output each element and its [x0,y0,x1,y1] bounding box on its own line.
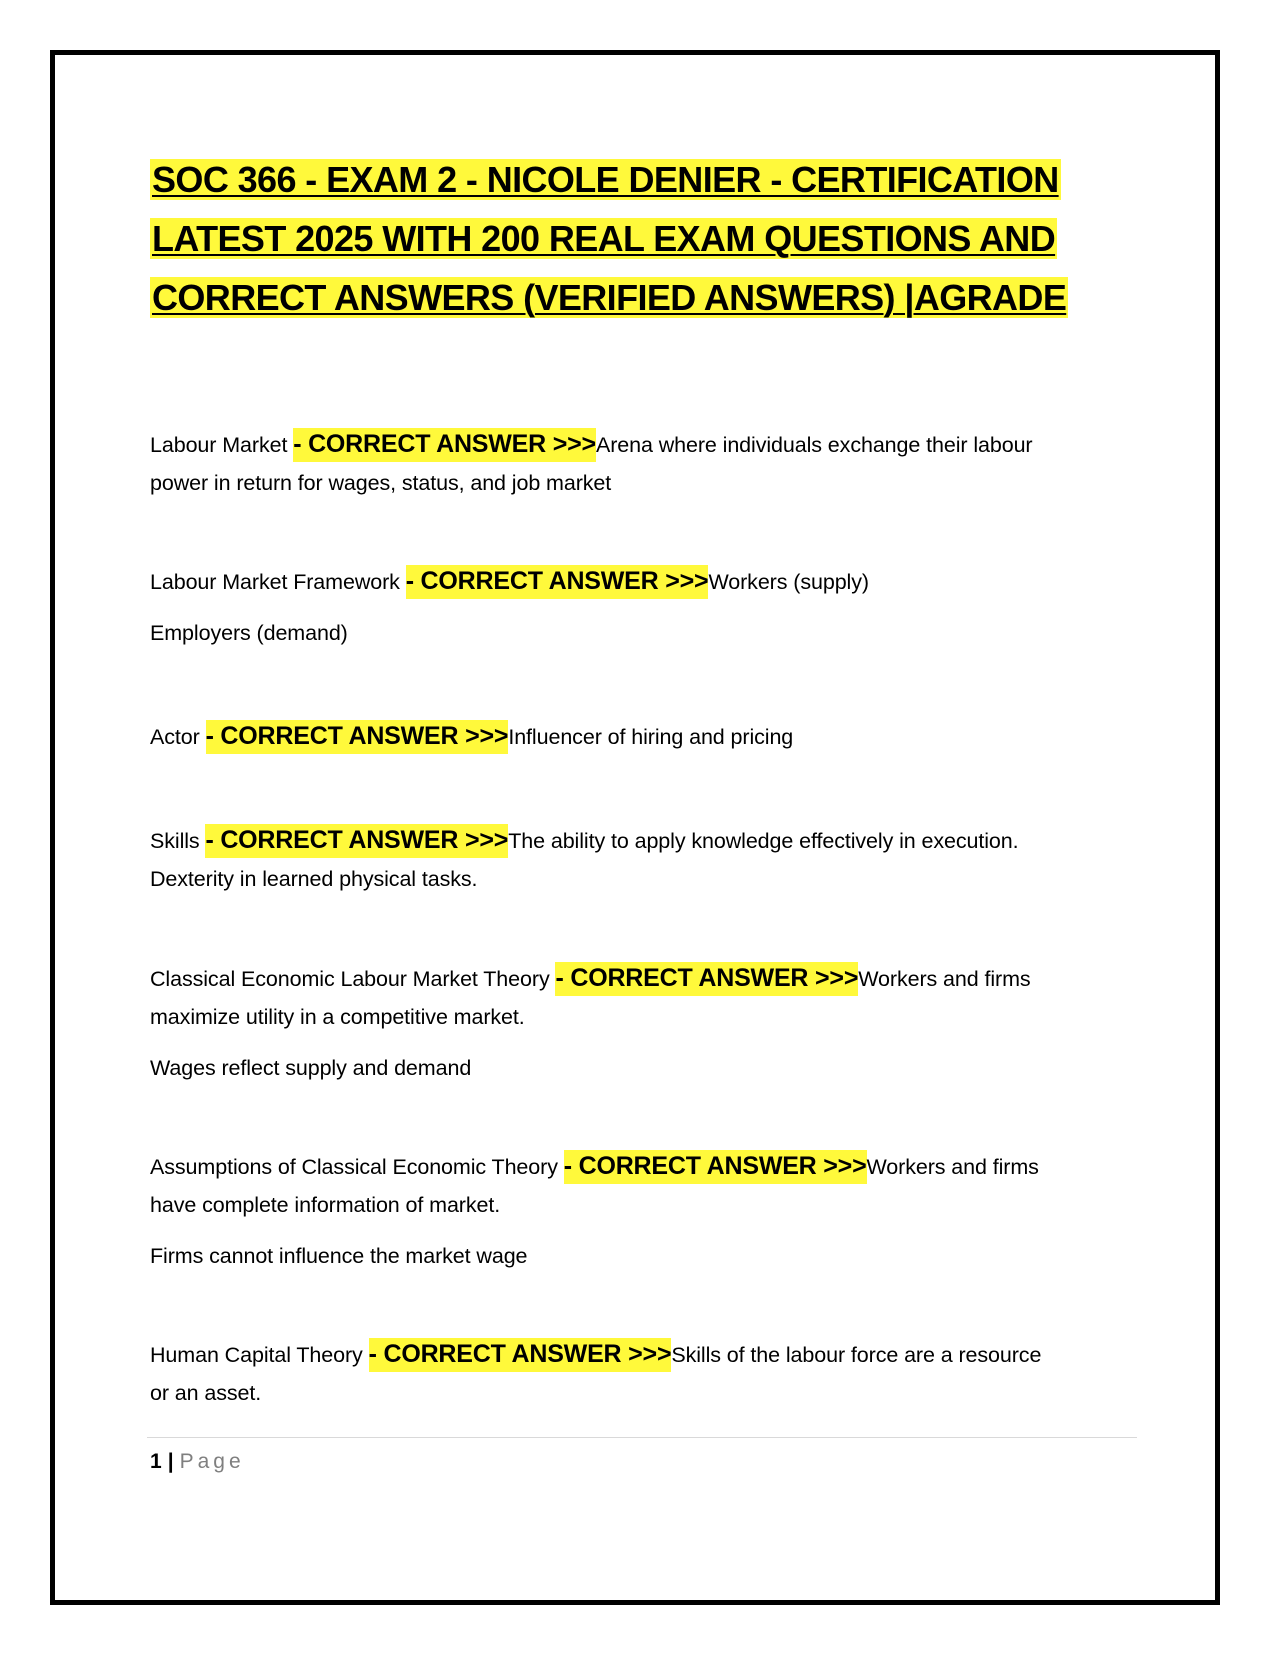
entry-first-line [150,1335,1110,1374]
entry-answer-continuation: have complete information of market. [150,1193,501,1217]
entry-answer-continuation: or an asset. [150,1381,262,1405]
page-label: Page [179,1450,245,1473]
entry-term: Skills [150,829,206,853]
entry-term: Labour Market [150,433,294,457]
page-frame [50,50,1220,1605]
entry-term: Labour Market Framework [150,570,406,594]
entry-answer: Workers and firms [858,967,1031,991]
entry-term: Classical Economic Labour Market Theory [150,967,556,991]
footer-divider [147,1437,1137,1438]
entry-answer: The ability to apply knowledge effectively in execution. [508,829,1019,853]
entry-first-line [150,1147,1110,1186]
entry-answer-continuation: maximize utility in a competitive market. [150,1005,525,1029]
entry-term: Actor [150,725,206,749]
entry-answer: Workers (supply) [708,570,869,594]
entry-term: Human Capital Theory [150,1343,369,1367]
footer-separator: | [167,1450,174,1473]
correct-answer-tag: - CORRECT ANSWER >>> [564,1150,867,1184]
entry-first-line [150,425,1110,464]
page-footer [150,1447,245,1477]
entry-term: Assumptions of Classical Economic Theory [150,1155,564,1179]
entry-assumptions-classical-theory [150,1147,1110,1275]
correct-answer-tag: - CORRECT ANSWER >>> [369,1338,672,1372]
entry-first-line [150,562,1110,601]
entry-actor [150,717,1110,756]
entry-answer: Skills of the labour force are a resource [671,1343,1042,1367]
page-number: 1 [150,1450,162,1473]
entry-extra-line: Wages reflect supply and demand [150,1056,472,1080]
correct-answer-tag: - CORRECT ANSWER >>> [205,824,508,858]
entry-first-line [150,821,1110,860]
correct-answer-tag: - CORRECT ANSWER >>> [206,720,509,754]
entry-first-line [150,717,1110,756]
entry-first-line [150,959,1110,998]
entry-extra-line: Employers (demand) [150,621,348,645]
entry-human-capital-theory [150,1335,1110,1412]
entry-answer: Influencer of hiring and pricing [508,725,794,749]
correct-answer-tag: - CORRECT ANSWER >>> [406,565,709,599]
entry-answer-continuation: Dexterity in learned physical tasks. [150,867,478,891]
entry-skills [150,821,1110,898]
entry-extra-line: Firms cannot influence the market wage [150,1244,528,1268]
entry-labour-market [150,425,1110,502]
entry-answer-continuation: power in return for wages, status, and job market [150,471,612,495]
entry-labour-market-framework [150,562,1110,652]
document-title: SOC 366 - EXAM 2 - NICOLE DENIER - CERTIFICATION LATEST 2025 WITH 200 REAL EXAM QUESTIONS AND CORRECT ANSWERS (VERIFIED ANSWERS) |AGRADE [152,159,1067,318]
entry-classical-economic-theory [150,959,1110,1087]
correct-answer-tag: - CORRECT ANSWER >>> [293,428,596,462]
entry-answer: Workers and firms [866,1155,1039,1179]
entry-answer: Arena where individuals exchange their labour [595,433,1033,457]
correct-answer-tag: - CORRECT ANSWER >>> [555,962,858,996]
